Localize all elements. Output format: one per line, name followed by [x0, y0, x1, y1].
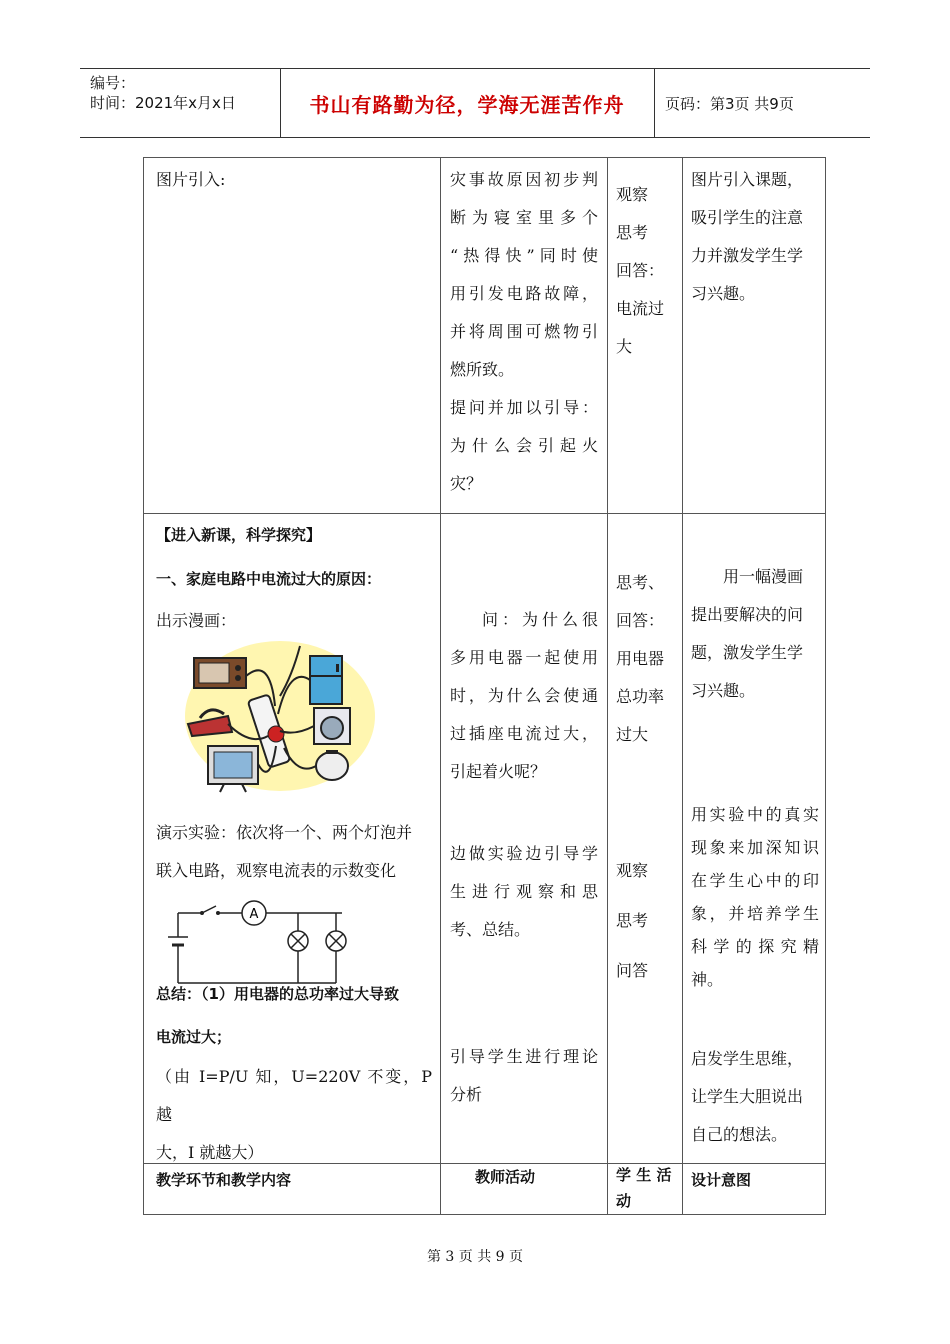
row1-student: [616, 176, 678, 366]
student-activity-a-line: 用电器: [616, 649, 665, 668]
switch-contact: [200, 911, 204, 915]
row1-teacher-line: 用引发电路故障，: [450, 284, 598, 303]
header-student-activity-line: 动: [616, 1192, 632, 1210]
ammeter-label: A: [249, 907, 259, 922]
teacher-question-line: 引起着火呢？: [450, 762, 547, 781]
subsection-heading: 一、家庭电路中电流过大的原因：: [156, 570, 382, 588]
design-intent-b-line: 现象来加深知识: [691, 838, 819, 857]
col-divider: [607, 158, 608, 1214]
row1-student-line: 观察: [616, 185, 649, 204]
row1-teacher-line: “热得快”同时使: [450, 246, 598, 265]
header-meta: [80, 69, 281, 137]
teacher-question-line: 问：为什么很: [482, 610, 598, 629]
demo-text-line: 演示实验：依次将一个、两个灯泡并: [156, 823, 413, 842]
demo-text: [156, 814, 436, 890]
washer-icon: [314, 708, 350, 744]
row-divider: [144, 513, 825, 514]
row1-teacher-line: 灾？: [450, 474, 483, 493]
lesson-table: [143, 157, 826, 1215]
header-student-activity-line: 学 生 活: [616, 1166, 672, 1184]
design-intent-b: [691, 798, 819, 996]
header-motto-cell: [280, 69, 655, 137]
header-student-activity: [616, 1162, 678, 1214]
row1-teacher: [450, 161, 598, 503]
comic-image: [180, 636, 380, 796]
teacher-question-line: 时，为什么会使通: [450, 686, 598, 705]
row1-student-line: 电流过: [616, 299, 665, 318]
row1-design-line: 力并激发学生学: [691, 246, 804, 265]
formula-text-line: （由 I=P/U 知，U=220V 不变，P 越: [156, 1067, 432, 1124]
student-activity-a-line: 总功率: [616, 687, 665, 706]
student-activity-b-line: 思考: [616, 911, 649, 930]
summary-line: 电流过大；: [156, 1028, 232, 1046]
number-label: 编号：: [90, 74, 136, 92]
design-intent-c: [691, 1040, 819, 1154]
design-intent-a-line: 习兴趣。: [691, 681, 756, 700]
teacher-experiment: [450, 835, 598, 949]
bulb-icon: [329, 934, 343, 948]
circuit-diagram: [154, 895, 354, 993]
teacher-experiment-line: 边做实验边引导学: [450, 844, 598, 863]
teacher-experiment-line: 生进行观察和思: [450, 882, 598, 901]
row1-teacher-line: 断为寝室里多个: [450, 208, 598, 227]
row1-teacher-line: 灾事故原因初步判: [450, 170, 598, 189]
summary-partial: 总结：（1）用电器的总功率过大导致: [156, 985, 399, 1003]
design-intent-b-line: 象，并培养学生: [691, 904, 819, 923]
student-activity-a-line: 回答：: [616, 611, 665, 630]
design-intent-c-line: 启发学生思维，: [691, 1049, 804, 1068]
header-design-intent: 设计意图: [691, 1171, 752, 1189]
row1-design-line: 图片引入课题，: [691, 170, 804, 189]
design-intent-b-line: 神。: [691, 970, 724, 989]
student-activity-b: [616, 846, 678, 996]
design-intent-a-line: 提出要解决的问: [691, 605, 804, 624]
row1-student-line: 回答：: [616, 261, 665, 280]
teacher-question-line: 多用电器一起使用: [450, 648, 598, 667]
row1-design-line: 习兴趣。: [691, 284, 756, 303]
time-label: 时间：2021年x月x日: [90, 94, 236, 112]
student-activity-a: [616, 564, 678, 754]
header-teaching-content: 教学环节和教学内容: [156, 1171, 292, 1189]
switch-blade: [202, 906, 216, 913]
design-intent-b-line: 用实验中的真实: [691, 805, 819, 824]
switch-contact: [216, 911, 220, 915]
row1-col1: 图片引入:: [156, 170, 226, 189]
formula-text-line: 大，I 就越大）: [156, 1143, 264, 1162]
page-header: [80, 68, 870, 138]
design-intent-a-line: 题，激发学生学: [691, 643, 804, 662]
motto: 书山有路勤为径，学海无涯苦作舟: [309, 92, 625, 117]
row1-teacher-line: 提问并加以引导：: [450, 398, 598, 417]
teacher-theory-line: 引导学生进行理论: [450, 1047, 598, 1066]
header-page-cell: [655, 69, 870, 137]
row1-teacher-line: 燃所致。: [450, 360, 515, 379]
page-footer: 第 3 页 共 9 页: [426, 1249, 524, 1265]
row1-design: [691, 161, 819, 313]
bulb-icon: [291, 934, 305, 948]
student-activity-b-line: 观察: [616, 861, 649, 880]
student-activity-b-line: 问答: [616, 961, 649, 980]
teacher-question: [450, 601, 598, 791]
microwave-icon: [194, 658, 246, 688]
design-intent-a-line: 用一幅漫画: [723, 567, 804, 586]
demo-text-line: 联入电路，观察电流表的示数变化: [156, 861, 397, 880]
design-intent-a: [691, 558, 819, 710]
col-divider: [440, 158, 441, 1214]
design-intent-b-line: 在学生心中的印: [691, 871, 819, 890]
design-intent-c-line: 自己的想法。: [691, 1125, 788, 1144]
row1-student-line: 思考: [616, 223, 649, 242]
page-info: 页码：第3页 共9页: [665, 94, 794, 113]
show-comic-label: 出示漫画：: [156, 611, 237, 630]
col-divider: [682, 158, 683, 1214]
formula-text: [156, 1058, 432, 1172]
teacher-theory: [450, 1038, 598, 1114]
fridge-icon: [310, 656, 342, 704]
section-heading: 【进入新课，科学探究】: [156, 526, 322, 544]
row1-design-line: 吸引学生的注意: [691, 208, 804, 227]
teacher-theory-line: 分析: [450, 1085, 483, 1104]
teacher-experiment-line: 考、总结。: [450, 920, 531, 939]
student-activity-a-line: 过大: [616, 725, 649, 744]
teacher-question-line: 过插座电流过大，: [450, 724, 598, 743]
row1-teacher-line: 并将周围可燃物引: [450, 322, 598, 341]
row1-student-line: 大: [616, 337, 633, 356]
student-activity-a-line: 思考、: [616, 573, 665, 592]
design-intent-b-line: 科学的探究精: [691, 937, 819, 956]
row1-teacher-line: 为什么会引起火: [450, 436, 598, 455]
design-intent-c-line: 让学生大胆说出: [691, 1087, 804, 1106]
header-teacher-activity: 教师活动: [475, 1168, 536, 1186]
